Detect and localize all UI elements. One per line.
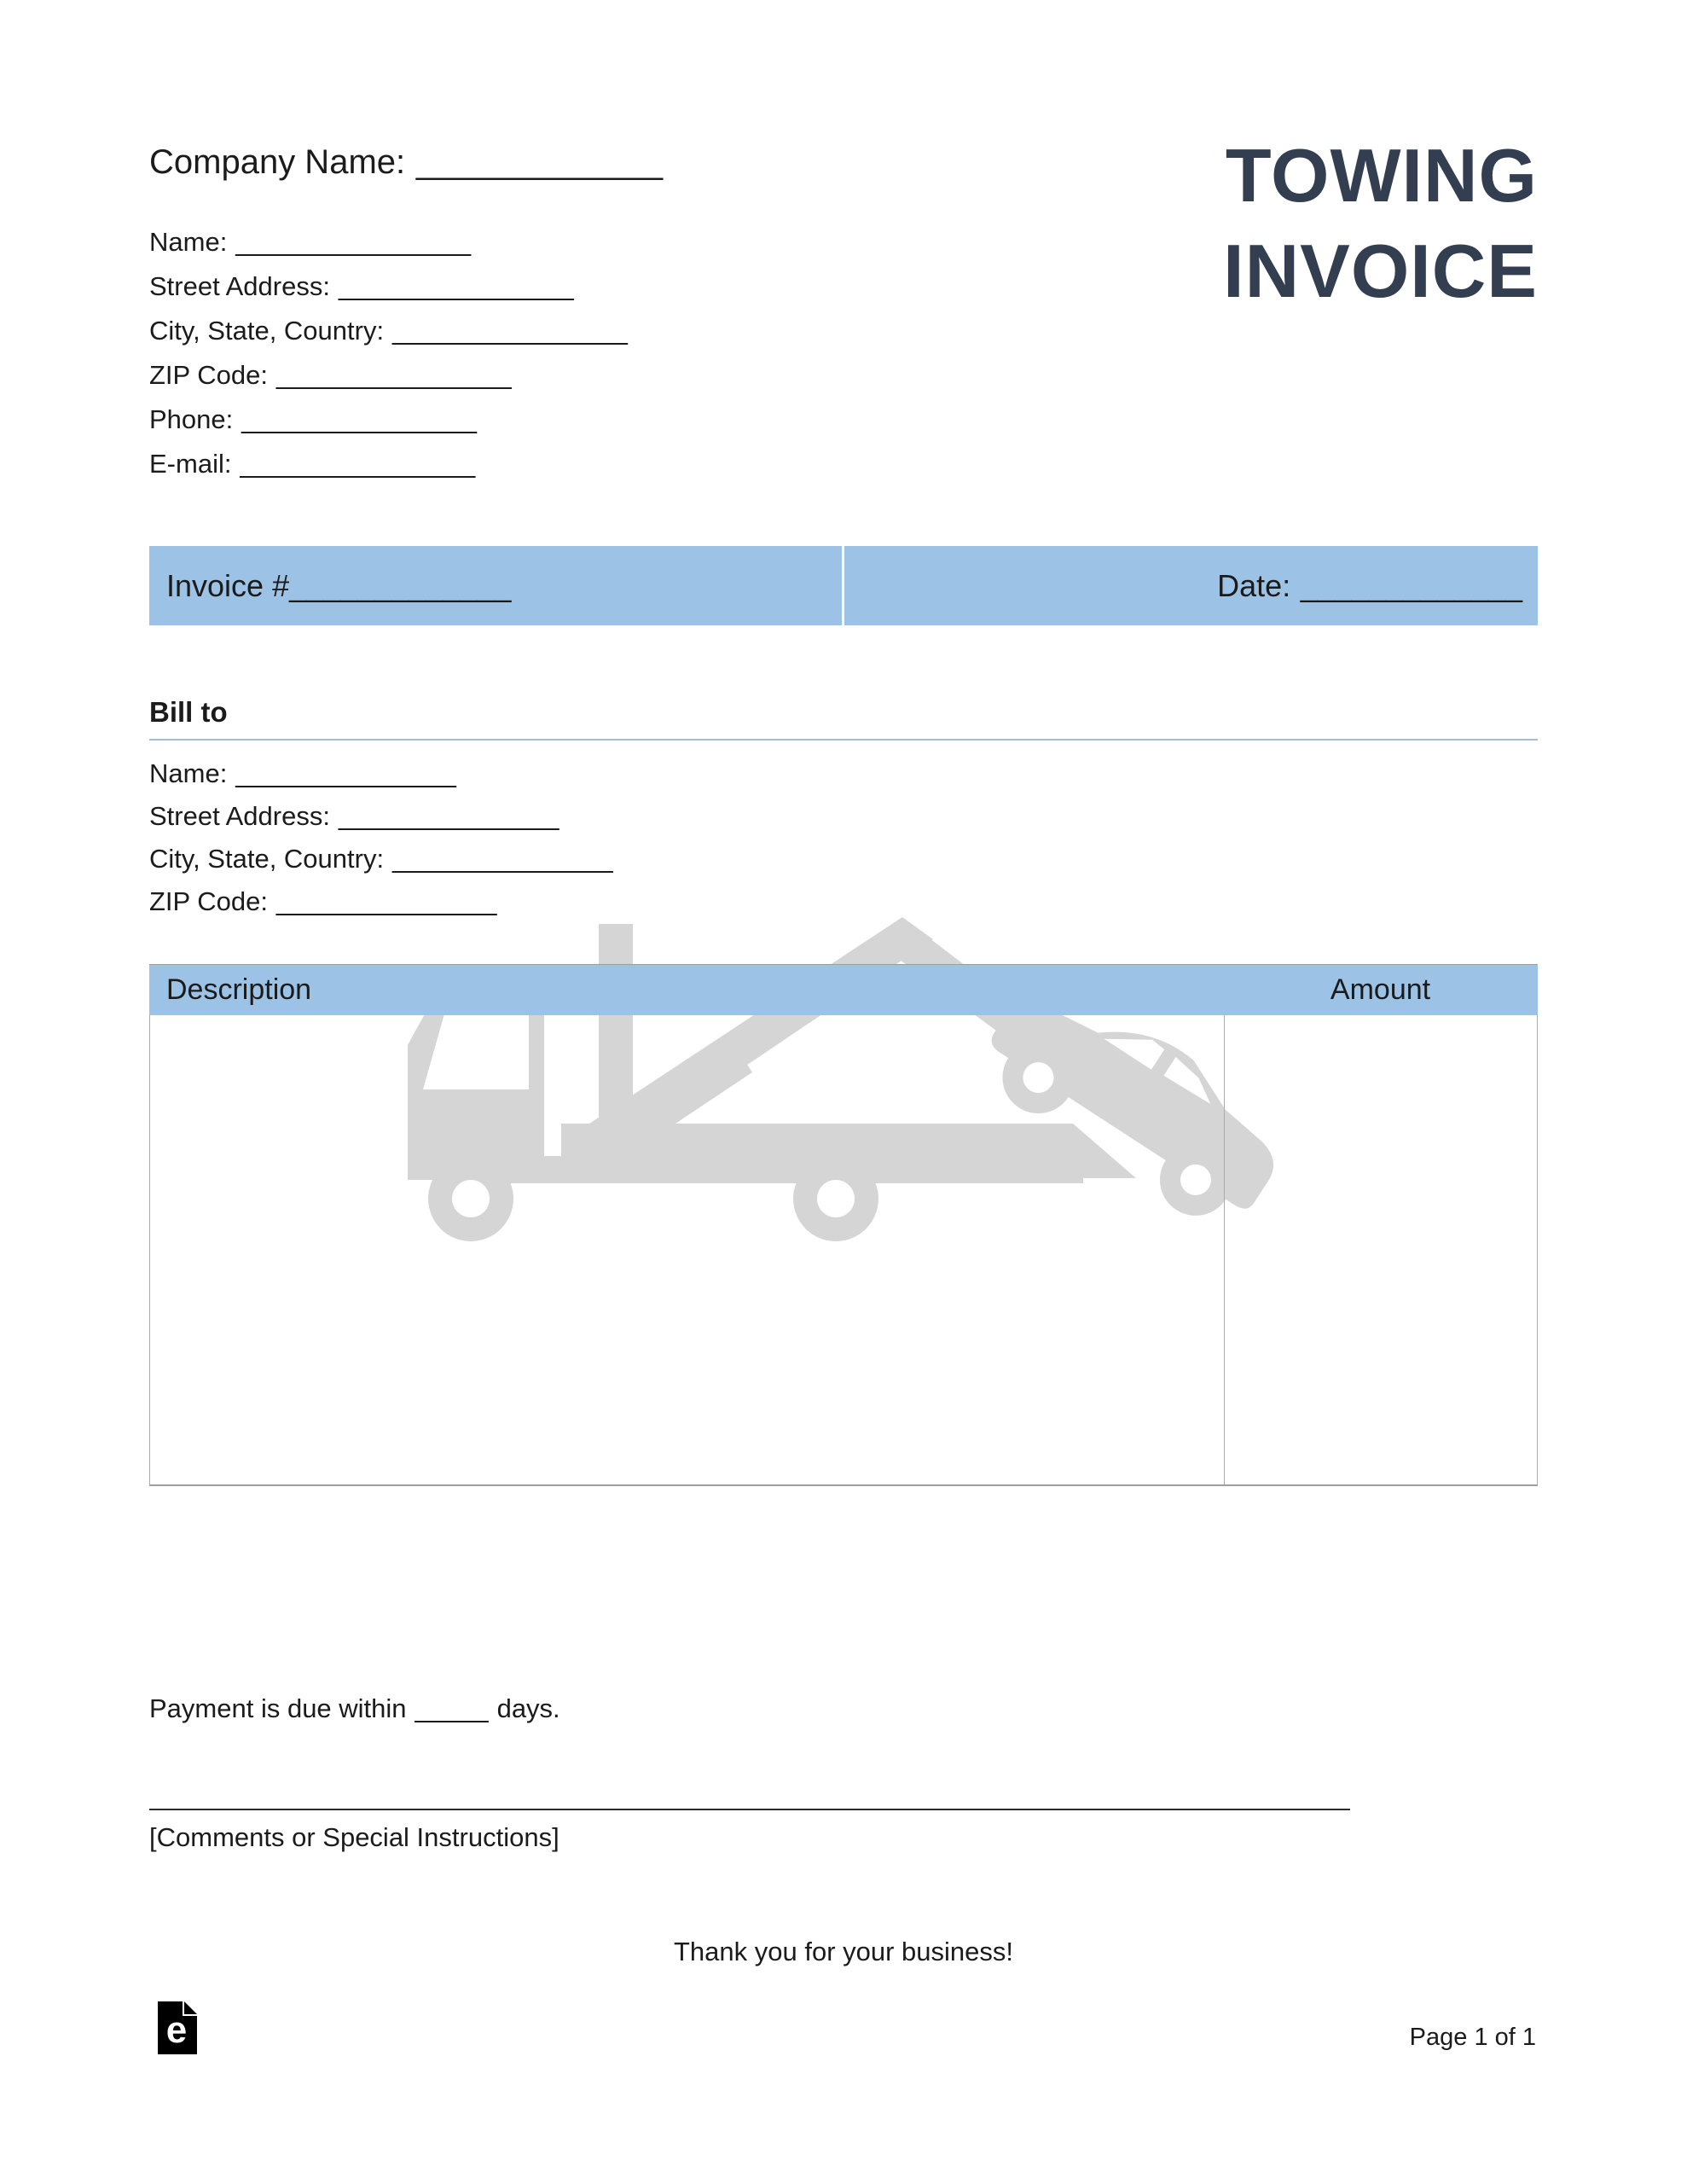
invoice-date-cell: [844, 546, 1538, 625]
company-field-row: [149, 264, 628, 309]
amount-column-header: Amount: [1330, 973, 1431, 1006]
items-table-body: [149, 1015, 1538, 1486]
invoice-number-cell: [149, 546, 842, 625]
field-label: ZIP Code:: [149, 886, 269, 916]
invoice-date-label: Date:: [1217, 567, 1291, 603]
field-blank: _______________: [338, 801, 559, 831]
company-name-label: Company Name:: [149, 143, 406, 181]
field-blank: _______________: [235, 758, 456, 788]
field-blank: ________________: [240, 449, 476, 479]
company-name-blank: _____________: [415, 143, 664, 181]
company-field-row: [149, 353, 628, 398]
field-blank: ________________: [338, 271, 574, 301]
amount-column-divider: [1224, 1015, 1225, 1484]
document-title-line1: TOWING: [1225, 133, 1538, 218]
field-label: City, State, Country:: [149, 844, 385, 874]
field-label: Street Address:: [149, 801, 330, 831]
items-table-header: [149, 964, 1538, 1015]
bill-to-fields: [149, 752, 613, 923]
line-items-table: [149, 964, 1538, 1486]
field-blank: ________________: [275, 360, 512, 390]
field-blank: ________________: [392, 316, 628, 346]
invoice-number-label: Invoice #: [166, 567, 290, 603]
bill-to-rule: [149, 739, 1538, 741]
document-title-line2: INVOICE: [1223, 229, 1538, 313]
invoice-meta-bar: [149, 546, 1538, 625]
logo-letter: e: [165, 2009, 188, 2051]
document-title: [1223, 128, 1538, 319]
description-column-header: Description: [166, 973, 312, 1006]
field-label: Name:: [149, 227, 228, 257]
bill-to-field-row: [149, 752, 613, 795]
company-field-row: [149, 220, 628, 264]
field-blank: _______________: [392, 844, 613, 874]
page-indicator: Page 1 of 1: [1409, 2024, 1536, 2051]
payment-terms-suffix: days.: [496, 1693, 560, 1723]
field-blank: ________________: [241, 404, 478, 434]
company-field-row: [149, 442, 628, 486]
payment-terms-blank: _____: [415, 1693, 489, 1723]
company-field-row: [149, 309, 628, 353]
bill-to-heading: Bill to: [149, 696, 228, 728]
company-field-row: [149, 398, 628, 442]
comments-placeholder: [Comments or Special Instructions]: [149, 1822, 559, 1852]
bill-to-field-row: [149, 795, 613, 838]
invoice-date-blank: _____________: [1300, 567, 1522, 603]
field-label: ZIP Code:: [149, 360, 269, 390]
field-label: E-mail:: [149, 449, 232, 479]
field-label: Name:: [149, 758, 228, 788]
field-label: City, State, Country:: [149, 316, 385, 346]
thank-you-message: Thank you for your business!: [673, 1937, 1014, 1966]
bill-to-field-row: [149, 838, 613, 880]
payment-terms-prefix: Payment is due within: [149, 1693, 407, 1723]
eforms-logo-icon: [158, 2001, 197, 2054]
field-label: Phone:: [149, 404, 234, 434]
field-blank: ________________: [235, 227, 472, 257]
invoice-number-blank: _____________: [289, 567, 512, 603]
company-fields: [149, 220, 628, 486]
field-blank: _______________: [275, 886, 497, 916]
field-label: Street Address:: [149, 271, 330, 301]
company-name-line: [149, 143, 663, 182]
comments-line: [149, 1809, 1350, 1810]
payment-terms-line: [149, 1693, 560, 1724]
